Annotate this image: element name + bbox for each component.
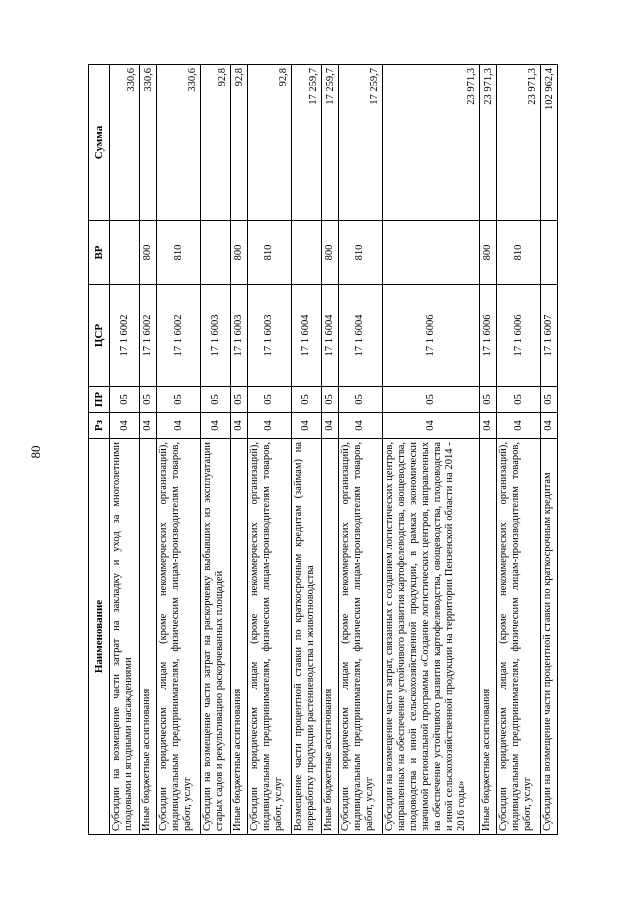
row-name: Субсидии на возмещение части затрат на раскорчевку выбывших из эксплуатации старых садов и рекультивацию раскорчеванных площадей — [200, 439, 230, 835]
row-name: Иные бюджетные ассигнования — [322, 439, 339, 835]
row-csr: 17 1 6006 — [480, 285, 497, 387]
row-csr: 17 1 6006 — [497, 285, 541, 387]
page-number: 80 — [28, 445, 43, 459]
row-rz: 04 — [110, 413, 140, 439]
table-row — [497, 65, 541, 835]
row-rz: 04 — [140, 413, 157, 439]
row-vr: 800 — [322, 221, 339, 285]
row-name: Субсидии юридическим лицам (кроме некоммерческих организаций), индивидуальным предпринимателям, физическим лицам-производителям товаров, работ, услуг — [157, 439, 201, 835]
row-sum: 17 259,7 — [322, 65, 339, 221]
row-csr: 17 1 6006 — [382, 285, 480, 387]
row-rz: 04 — [157, 413, 201, 439]
table-row — [541, 65, 558, 835]
row-csr: 17 1 6007 — [541, 285, 558, 387]
row-vr: 810 — [338, 221, 382, 285]
row-csr: 17 1 6003 — [200, 285, 230, 387]
row-csr: 17 1 6003 — [231, 285, 248, 387]
row-name: Субсидии юридическим лицам (кроме некоммерческих организаций), индивидуальным предпринимателям, физическим лицам-производителям товаров, работ, услуг — [248, 439, 292, 835]
row-name: Субсидии на возмещение части затрат, связанных с созданием логистических центров, направленных на обеспечение устойчивого развития картофелеводства, овощеводства, плодоводства и иной сельскохозяйственной продукции, в рамках экономически значимой региональной программы «Создание логистических центров, направленных на обеспечение устойчивого развития картофелеводства, овощеводства, плодоводства и иной сельскохозяйственной продукции на территории Пензенской области на 2014 - 2016 годы» — [382, 439, 480, 835]
table-row — [338, 65, 382, 835]
row-sum: 102 962,4 — [541, 65, 558, 221]
row-csr: 17 1 6004 — [322, 285, 339, 387]
table-row — [157, 65, 201, 835]
row-pr: 05 — [231, 387, 248, 413]
row-rz: 04 — [382, 413, 480, 439]
row-pr: 05 — [480, 387, 497, 413]
row-csr: 17 1 6004 — [338, 285, 382, 387]
table-row — [291, 65, 321, 835]
row-vr: 810 — [248, 221, 292, 285]
row-sum: 23 971,3 — [480, 65, 497, 221]
row-sum: 23 971,3 — [382, 65, 480, 221]
row-name: Иные бюджетные ассигнования — [140, 439, 157, 835]
row-name: Субсидии юридическим лицам (кроме некоммерческих организаций), индивидуальным предпринимателям, физическим лицам-производителям товаров, работ, услуг — [497, 439, 541, 835]
row-name: Субсидии на возмещение части процентной ставки по краткосрочным кредитам — [541, 439, 558, 835]
row-pr: 05 — [322, 387, 339, 413]
row-rz: 04 — [497, 413, 541, 439]
table-row — [110, 65, 140, 835]
header-pr: ПР — [89, 387, 110, 413]
row-sum: 23 971,3 — [497, 65, 541, 221]
table-row — [248, 65, 292, 835]
row-name: Субсидии юридическим лицам (кроме некоммерческих организаций), индивидуальным предпринимателям, физическим лицам-производителям товаров, работ, услуг — [338, 439, 382, 835]
row-sum: 92,8 — [200, 65, 230, 221]
row-pr: 05 — [157, 387, 201, 413]
row-pr: 05 — [497, 387, 541, 413]
rotated-table-wrapper — [88, 65, 558, 835]
row-sum: 330,6 — [110, 65, 140, 221]
table-row — [200, 65, 230, 835]
row-sum: 92,8 — [248, 65, 292, 221]
row-pr: 05 — [248, 387, 292, 413]
row-vr: 800 — [231, 221, 248, 285]
row-sum: 92,8 — [231, 65, 248, 221]
row-vr — [200, 221, 230, 285]
table-row — [140, 65, 157, 835]
row-rz: 04 — [291, 413, 321, 439]
row-name: Возмещение части процентной ставки по краткосрочным кредитам (займам) на переработку продукции растениеводства и животноводства — [291, 439, 321, 835]
table-row — [231, 65, 248, 835]
header-sum: Сумма — [89, 65, 110, 221]
row-csr: 17 1 6002 — [157, 285, 201, 387]
table-row — [480, 65, 497, 835]
row-pr: 05 — [382, 387, 480, 413]
row-pr: 05 — [200, 387, 230, 413]
header-name: Наименование — [89, 439, 110, 835]
row-rz: 04 — [248, 413, 292, 439]
row-vr — [291, 221, 321, 285]
row-sum: 330,6 — [157, 65, 201, 221]
row-name: Иные бюджетные ассигнования — [231, 439, 248, 835]
header-vr: ВР — [89, 221, 110, 285]
row-csr: 17 1 6004 — [291, 285, 321, 387]
row-csr: 17 1 6002 — [140, 285, 157, 387]
row-vr — [110, 221, 140, 285]
row-csr: 17 1 6002 — [110, 285, 140, 387]
row-sum: 17 259,7 — [338, 65, 382, 221]
row-pr: 05 — [291, 387, 321, 413]
row-rz: 04 — [322, 413, 339, 439]
header-rz: Рз — [89, 413, 110, 439]
table-row — [322, 65, 339, 835]
row-name: Субсидии на возмещение части затрат на закладку и уход за многолетними плодовыми и ягодными насаждениями — [110, 439, 140, 835]
row-sum: 330,6 — [140, 65, 157, 221]
budget-table — [88, 64, 558, 835]
row-pr: 05 — [541, 387, 558, 413]
row-csr: 17 1 6003 — [248, 285, 292, 387]
row-rz: 04 — [480, 413, 497, 439]
row-rz: 04 — [200, 413, 230, 439]
row-pr: 05 — [140, 387, 157, 413]
row-sum: 17 259,7 — [291, 65, 321, 221]
table-row — [382, 65, 480, 835]
row-rz: 04 — [231, 413, 248, 439]
row-pr: 05 — [110, 387, 140, 413]
row-vr: 800 — [480, 221, 497, 285]
row-rz: 04 — [541, 413, 558, 439]
row-name: Иные бюджетные ассигнования — [480, 439, 497, 835]
header-csr: ЦСР — [89, 285, 110, 387]
row-vr — [541, 221, 558, 285]
row-vr: 810 — [497, 221, 541, 285]
table-header-row — [89, 65, 110, 835]
row-pr: 05 — [338, 387, 382, 413]
row-vr — [382, 221, 480, 285]
row-vr: 800 — [140, 221, 157, 285]
row-vr: 810 — [157, 221, 201, 285]
row-rz: 04 — [338, 413, 382, 439]
